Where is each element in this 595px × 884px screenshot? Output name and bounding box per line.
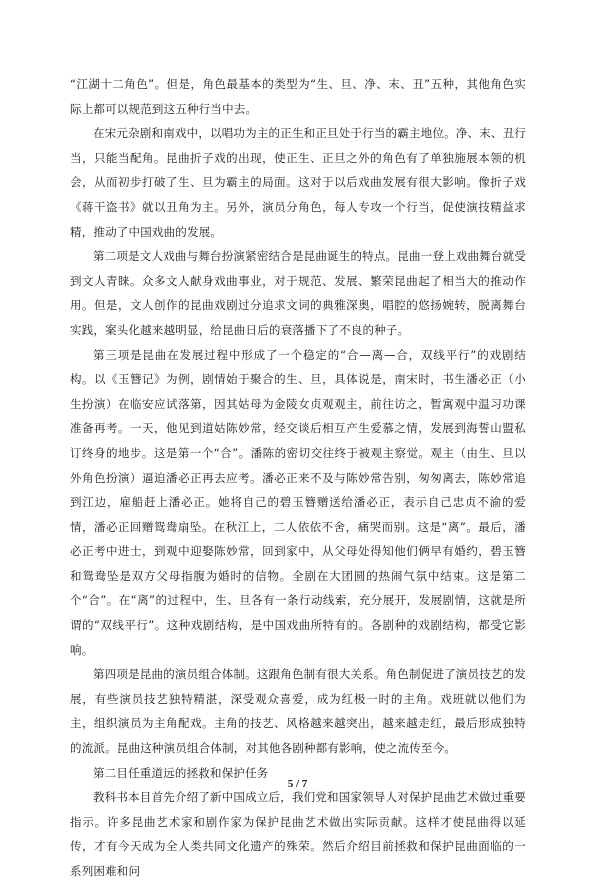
paragraph-4: 第三项是昆曲在发展过程中形成了一个稳定的“合—离—合，双线平行”的戏剧结构。以《玉簪记》为例，剧情始于聚合的生、旦，具体说是，南宋时，书生潘必正（小生扮演）在临安应试落第，因其姑母为金陵女贞观观主，前往访之，暂寓观中温习功课准备再考。一天，他见到道姑陈妙常，经交谈后相互产生爱慕之情，发展到海誓山盟私订终身的地步。这是第一个“合”。潘陈的密切交往终于被观主察觉。观主（由生、旦以外角色扮演）逼迫潘必正再去应考。潘必正来不及与陈妙常告别，匆匆离去，陈妙常追到江边，雇船赶上潘必正。她将自己的碧玉簪赠送给潘必正，表示自己忠贞不渝的爱情，潘必正回赠鸳鸯扇坠。在秋江上，二人依依不舍，痛哭而别。这是“离”。最后，潘必正考中进士，到观中迎娶陈妙常，回到家中，从父母处得知他们俩早有婚约，碧玉簪和鸳鸯坠是双方父母指腹为婚时的信物。全剧在大团圆的热闹气氛中结束。这是第二个“合”。在“离”的过程中，生、旦各有一条行动线索，充分展开，发展剧情，这就是所谓的“双线平行”。这种戏剧结构，是中国戏曲所特有的。各剧种的戏剧结构，都受它影响。	[70, 347, 526, 657]
document-body	[70, 72, 526, 884]
paragraph-5: 第四项是昆曲的演员组合体制。这跟角色制有很大关系。角色制促进了演员技艺的发展，有些演员技艺独特精湛，深受观众喜爱，成为红极一时的主角。戏班就以他们为主，组织演员为主角配戏。主角的技艺、风格越来越突出，越来越走红，最后形成独特的流派。昆曲这种演员组合体制，对其他各剧种都有影响，使之流传至今。	[70, 667, 526, 756]
paragraph-2: 在宋元杂剧和南戏中，以唱功为主的正生和正旦处于行当的霸主地位。净、末、丑行当，只能当配角。昆曲折子戏的出现，使正生、正旦之外的角色有了单独施展本领的机会，从而初步打破了生、旦为霸主的局面。这对于以后戏曲发展有很大影响。像折子戏《蒋干盗书》就以丑角为主。另外，演员分角色，每人专攻一个行当，促使演技精益求精，推动了中国戏曲的发展。	[70, 126, 526, 239]
paragraph-1: “江湖十二角色”。但是，角色最基本的类型为“生、旦、净、末、丑”五种，其他角色实际上都可以规范到这五种行当中去。	[70, 77, 526, 116]
page-number: 5 / 7	[287, 778, 308, 790]
paragraph-3: 第二项是文人戏曲与舞台扮演紧密结合是昆曲诞生的特点。昆曲一登上戏曲舞台就受到文人青睐。众多文人献身戏曲事业，对于规范、发展、繁荣昆曲起了相当大的推动作用。但是，文人创作的昆曲戏剧过分追求文词的典雅深奥，唱腔的悠扬婉转，脱离舞台实践，案头化越来越明显，给昆曲日后的衰落播下了不良的种子。	[70, 249, 526, 337]
paragraph-7: 教科书本目首先介绍了新中国成立后，我们党和国家领导人对保护昆曲艺术做过重要指示。许多昆曲艺术家和剧作家为保护昆曲艺术做出实际贡献。这样才使昆曲得以延传，才有今天成为全人类共同文化遗产的殊荣。然后介绍目前拯救和保护昆曲面临的一系列困难和问	[70, 790, 526, 878]
section-heading: 第二目任重道远的拯救和保护任务	[93, 765, 269, 780]
